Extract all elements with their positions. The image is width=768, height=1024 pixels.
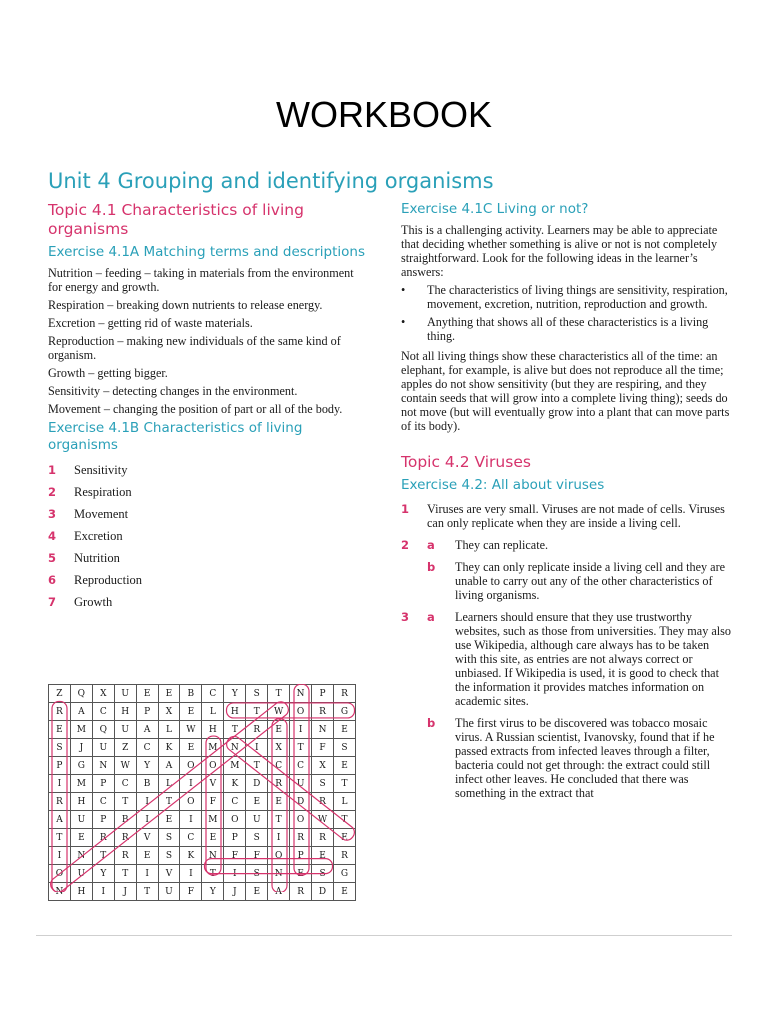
grid-letter: C: [268, 757, 290, 775]
grid-letter: E: [136, 847, 158, 865]
question-2b-answer: They can only replicate inside a living cell and they are unable to carry out any of the other characteristics of living organisms.: [455, 560, 726, 602]
grid-letter: X: [92, 685, 114, 703]
exercise-4-2-heading: Exercise 4.2: All about viruses: [401, 477, 605, 493]
grid-letter: P: [92, 811, 114, 829]
grid-letter: L: [158, 775, 180, 793]
page-divider: [36, 935, 732, 936]
grid-letter: P: [312, 685, 334, 703]
grid-letter: E: [268, 721, 290, 739]
grid-letter: E: [290, 865, 312, 883]
grid-letter: G: [334, 703, 356, 721]
grid-letter: I: [224, 865, 246, 883]
grid-letter: T: [158, 793, 180, 811]
grid-letter: T: [224, 721, 246, 739]
grid-letter: T: [268, 811, 290, 829]
grid-letter: K: [180, 847, 202, 865]
grid-letter: U: [70, 811, 92, 829]
grid-letter: L: [334, 793, 356, 811]
grid-letter: N: [49, 883, 71, 901]
grid-letter: R: [290, 829, 312, 847]
question-2b: [401, 560, 731, 602]
question-number: 3: [401, 610, 410, 624]
list-item: [48, 547, 368, 569]
grid-letter: R: [312, 793, 334, 811]
grid-letter: Y: [202, 883, 224, 901]
question-letter: b: [427, 560, 436, 574]
grid-letter: O: [290, 703, 312, 721]
grid-letter: G: [70, 757, 92, 775]
answer-movement: Movement – changing the position of part or all of the body.: [48, 402, 343, 416]
exercise-4-1a-heading: Exercise 4.1A Matching terms and descriptions: [48, 244, 365, 260]
grid-letter: F: [312, 739, 334, 757]
grid-letter: U: [246, 811, 268, 829]
item-number: 5: [48, 551, 57, 565]
question-3a: [401, 610, 731, 708]
item-text: Excretion: [74, 529, 123, 543]
grid-letter: I: [180, 775, 202, 793]
grid-letter: A: [158, 757, 180, 775]
grid-letter: W: [114, 757, 136, 775]
exercise-4-1c-intro: This is a challenging activity. Learners may be able to appreciate that deciding whether something is alive or not is not completely straightforward. Look for the following ideas in the learner’s answers:: [401, 223, 718, 279]
left-column: [48, 201, 368, 613]
exercise-4-1c-heading: Exercise 4.1C Living or not?: [401, 201, 589, 217]
item-text: Nutrition: [74, 551, 120, 565]
grid-letter: Y: [224, 685, 246, 703]
grid-letter: L: [158, 721, 180, 739]
grid-letter: C: [202, 685, 224, 703]
grid-letter: W: [180, 721, 202, 739]
grid-letter: P: [49, 757, 71, 775]
grid-letter: A: [268, 883, 290, 901]
answer-reproduction: Reproduction – making new individuals of the same kind of organism.: [48, 334, 341, 362]
grid-letter: J: [224, 883, 246, 901]
grid-letter: U: [92, 739, 114, 757]
grid-letter: M: [70, 775, 92, 793]
grid-letter: E: [136, 685, 158, 703]
item-number: 7: [48, 595, 57, 609]
answer-excretion: Excretion – getting rid of waste materials.: [48, 316, 253, 330]
grid-letter: N: [224, 739, 246, 757]
grid-letter: T: [334, 811, 356, 829]
grid-letter: E: [70, 829, 92, 847]
topic-4-2-heading: Topic 4.2 Viruses: [401, 453, 531, 471]
grid-letter: F: [246, 847, 268, 865]
grid-letter: B: [180, 685, 202, 703]
grid-letter: E: [180, 739, 202, 757]
grid-letter: U: [290, 775, 312, 793]
answer-respiration: Respiration – breaking down nutrients to release energy.: [48, 298, 323, 312]
bullet-icon: •: [401, 315, 406, 329]
list-item: [48, 525, 368, 547]
grid-letter: E: [158, 685, 180, 703]
grid-letter: H: [114, 703, 136, 721]
grid-letter: R: [334, 685, 356, 703]
question-2a: [401, 538, 731, 552]
item-number: 2: [48, 485, 57, 499]
grid-letter: I: [246, 739, 268, 757]
bullet-icon: •: [401, 283, 406, 297]
grid-letter: E: [334, 721, 356, 739]
grid-letter: Z: [114, 739, 136, 757]
answer-loop: [205, 859, 333, 874]
grid-letter: A: [136, 721, 158, 739]
grid-letter: B: [136, 775, 158, 793]
grid-letter: G: [334, 865, 356, 883]
grid-letter: P: [136, 703, 158, 721]
item-text: Growth: [74, 595, 113, 609]
grid-letter: C: [224, 793, 246, 811]
grid-letter: I: [268, 829, 290, 847]
grid-letter: T: [290, 739, 312, 757]
grid-letter: D: [312, 883, 334, 901]
grid-letter: R: [312, 829, 334, 847]
grid-letter: S: [158, 847, 180, 865]
grid-letter: T: [246, 703, 268, 721]
grid-letter: N: [268, 865, 290, 883]
grid-letter: E: [246, 883, 268, 901]
grid-letter: C: [180, 829, 202, 847]
grid-letter: E: [246, 793, 268, 811]
answer-loop: [294, 684, 309, 875]
grid-letter: R: [114, 847, 136, 865]
grid-letter: S: [312, 865, 334, 883]
exercise-4-1c-bullets: [401, 283, 731, 343]
list-item: [48, 569, 368, 591]
grid-letter: U: [70, 865, 92, 883]
grid-letter: T: [268, 685, 290, 703]
grid-letter: I: [136, 793, 158, 811]
grid-letter: O: [224, 811, 246, 829]
question-1-answer: Viruses are very small. Viruses are not made of cells. Viruses can only replicate when they are inside a living cell.: [427, 502, 725, 530]
grid-letter: O: [268, 847, 290, 865]
grid-letter: X: [312, 757, 334, 775]
grid-letter: P: [224, 829, 246, 847]
grid-letter: S: [246, 829, 268, 847]
item-number: 1: [48, 463, 57, 477]
question-letter: a: [427, 610, 435, 624]
grid-letter: E: [158, 811, 180, 829]
grid-letter: S: [312, 775, 334, 793]
question-letter: b: [427, 716, 436, 730]
slide-title: WORKBOOK: [275, 94, 493, 135]
exercise-4-1b-heading: Exercise 4.1B Characteristics of living organisms: [48, 420, 303, 453]
question-number: 1: [401, 502, 410, 516]
grid-letter: R: [49, 703, 71, 721]
grid-letter: R: [334, 847, 356, 865]
list-item: [48, 503, 368, 525]
grid-letter: K: [158, 739, 180, 757]
right-column: [401, 201, 731, 808]
question-letter: a: [427, 538, 435, 552]
grid-letter: C: [92, 793, 114, 811]
grid-letter: H: [70, 793, 92, 811]
grid-letter: E: [268, 793, 290, 811]
grid-letter: A: [49, 811, 71, 829]
grid-letter: N: [312, 721, 334, 739]
grid-letter: S: [246, 685, 268, 703]
answer-loop: [48, 699, 291, 892]
bullet-text: Anything that shows all of these characteristics is a living thing.: [427, 315, 709, 343]
list-item: [401, 283, 731, 311]
grid-letter: N: [92, 757, 114, 775]
grid-letter: N: [290, 685, 312, 703]
grid-letter: H: [70, 883, 92, 901]
item-text: Movement: [74, 507, 129, 521]
grid-letter: I: [290, 721, 312, 739]
grid-letter: P: [290, 847, 312, 865]
grid-letter: U: [114, 685, 136, 703]
grid-letter: E: [312, 847, 334, 865]
grid-letter: R: [49, 793, 71, 811]
answer-loop: [227, 703, 355, 718]
word-search-answer-loops: [48, 684, 356, 892]
grid-letter: E: [334, 883, 356, 901]
grid-letter: S: [246, 865, 268, 883]
grid-letter: D: [290, 793, 312, 811]
grid-letter: U: [158, 883, 180, 901]
grid-letter: S: [334, 739, 356, 757]
grid-letter: H: [202, 721, 224, 739]
exercise-4-1b-list: [48, 459, 368, 613]
grid-letter: M: [202, 739, 224, 757]
grid-letter: N: [202, 847, 224, 865]
item-text: Sensitivity: [74, 463, 128, 477]
grid-letter: T: [246, 757, 268, 775]
grid-letter: O: [180, 793, 202, 811]
grid-letter: V: [136, 829, 158, 847]
grid-letter: A: [70, 703, 92, 721]
grid-letter: Y: [136, 757, 158, 775]
bullet-text: The characteristics of living things are sensitivity, respiration, movement, excretion, nutrition, reproduction and growth.: [427, 283, 728, 311]
grid-letter: I: [180, 811, 202, 829]
grid-letter: D: [246, 775, 268, 793]
grid-letter: M: [224, 757, 246, 775]
item-text: Reproduction: [74, 573, 143, 587]
grid-letter: F: [180, 883, 202, 901]
grid-letter: T: [136, 883, 158, 901]
grid-letter: J: [70, 739, 92, 757]
grid-letter: B: [114, 811, 136, 829]
question-3b-answer: The first virus to be discovered was tobacco mosaic virus. A Russian scientist, Ivanovsky, found that if he passed extracts from infected leaves through a filter, bacteria could not get through: the extract could still infect other leaves. He concluded that there was something in the extract that: [455, 716, 715, 800]
grid-letter: I: [180, 865, 202, 883]
grid-letter: R: [312, 703, 334, 721]
answer-loop: [224, 734, 356, 843]
grid-letter: R: [268, 775, 290, 793]
grid-letter: C: [136, 739, 158, 757]
grid-letter: E: [202, 829, 224, 847]
grid-letter: W: [312, 811, 334, 829]
grid-letter: O: [180, 757, 202, 775]
grid-letter: T: [202, 865, 224, 883]
answer-loop: [272, 719, 287, 892]
grid-letter: M: [70, 721, 92, 739]
grid-letter: T: [114, 865, 136, 883]
grid-letter: W: [268, 703, 290, 721]
question-3a-answer: Learners should ensure that they use trustworthy websites, such as those from universities. They may also use Wikipedia, although care always has to be taken with this site, as entries are not always correct or unbiased. If Wikipedia is used, it is good to check that the information it provides matches information on academic sites.: [455, 610, 731, 708]
grid-letter: I: [49, 775, 71, 793]
exercise-4-1a-answers: [48, 266, 368, 416]
grid-letter: T: [92, 847, 114, 865]
grid-letter: X: [158, 703, 180, 721]
grid-letter: O: [202, 757, 224, 775]
grid-letter: V: [202, 775, 224, 793]
grid-letter: I: [136, 865, 158, 883]
word-search-puzzle: [48, 684, 356, 897]
list-item: [48, 591, 368, 613]
grid-letter: L: [202, 703, 224, 721]
question-2a-answer: They can replicate.: [455, 538, 549, 552]
grid-letter: R: [92, 829, 114, 847]
answer-growth: Growth – getting bigger.: [48, 366, 168, 380]
item-number: 6: [48, 573, 57, 587]
grid-letter: N: [70, 847, 92, 865]
question-1: [401, 502, 731, 530]
item-text: Respiration: [74, 485, 132, 499]
grid-letter: C: [114, 775, 136, 793]
grid-letter: T: [49, 829, 71, 847]
grid-letter: K: [224, 775, 246, 793]
grid-letter: X: [268, 739, 290, 757]
grid-letter: R: [114, 829, 136, 847]
list-item: [401, 315, 731, 343]
grid-letter: T: [334, 775, 356, 793]
grid-letter: S: [158, 829, 180, 847]
item-number: 3: [48, 507, 57, 521]
question-number: 2: [401, 538, 410, 552]
grid-letter: O: [49, 865, 71, 883]
answer-nutrition: Nutrition – feeding – taking in materials from the environment for energy and growth.: [48, 266, 354, 294]
list-item: [48, 481, 368, 503]
item-number: 4: [48, 529, 57, 543]
grid-letter: J: [114, 883, 136, 901]
workbook-page: [36, 165, 736, 935]
grid-letter: S: [49, 739, 71, 757]
grid-letter: T: [114, 793, 136, 811]
grid-letter: R: [246, 721, 268, 739]
grid-letter: F: [224, 847, 246, 865]
question-3b: [401, 716, 731, 800]
grid-letter: O: [290, 811, 312, 829]
exercise-4-1c-closing: Not all living things show these characteristics all of the time: an elephant, for example, is alive but does not reproduce all the time; apples do not show sensitivity (but they are respiring, and they contain seeds that will grow into a complete living thing); seeds do not move (but will eventually grow into a plant that can move parts of its body).: [401, 349, 730, 433]
grid-letter: I: [92, 883, 114, 901]
grid-letter: Y: [92, 865, 114, 883]
grid-letter: R: [290, 883, 312, 901]
grid-letter: I: [49, 847, 71, 865]
answer-loop: [52, 701, 67, 892]
unit-title: Unit 4 Grouping and identifying organisms: [48, 169, 494, 193]
grid-letter: F: [202, 793, 224, 811]
grid-letter: E: [334, 829, 356, 847]
grid-letter: M: [202, 811, 224, 829]
grid-letter: I: [136, 811, 158, 829]
grid-letter: C: [92, 703, 114, 721]
list-item: [48, 459, 368, 481]
grid-letter: H: [224, 703, 246, 721]
grid-letter: E: [180, 703, 202, 721]
grid-letter: Q: [70, 685, 92, 703]
grid-letter: E: [334, 757, 356, 775]
grid-letter: E: [49, 721, 71, 739]
grid-letter: Z: [49, 685, 71, 703]
grid-letter: C: [290, 757, 312, 775]
grid-letter: V: [158, 865, 180, 883]
topic-4-1-heading: Topic 4.1 Characteristics of living organisms: [48, 201, 304, 238]
grid-letter: U: [114, 721, 136, 739]
grid-letter: Q: [92, 721, 114, 739]
grid-letter: P: [92, 775, 114, 793]
answer-sensitivity: Sensitivity – detecting changes in the environment.: [48, 384, 298, 398]
